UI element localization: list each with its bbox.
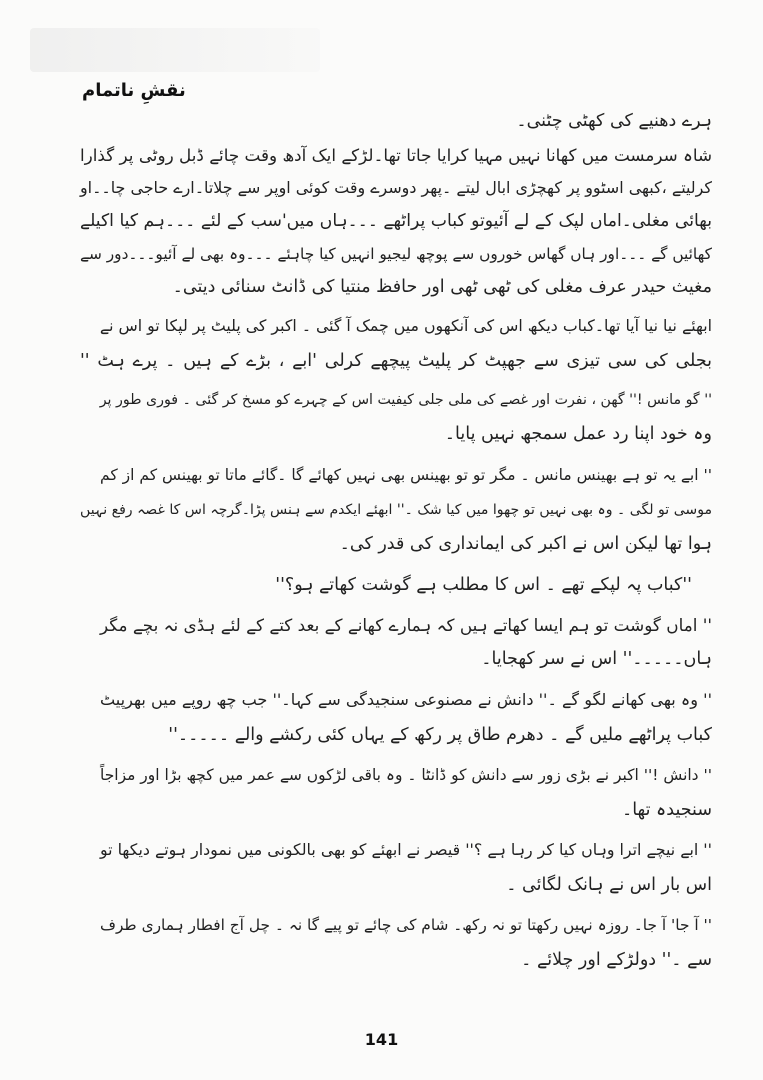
faded-ink-smudge [30, 28, 320, 72]
text-line: سے ۔'' دولڑکے اور چلائے ۔ [521, 950, 712, 970]
page-number: 141 [364, 1030, 399, 1049]
text-line: ہوا تھا لیکن اس نے اکبر کی ایمانداری کی قدر کی۔ [339, 534, 712, 554]
text-line: سنجیدہ تھا۔ [621, 800, 712, 820]
text-line: ہاں۔۔۔۔۔'' اس نے سر کھجایا۔ [481, 649, 712, 669]
text-line: ابھئے نیا نیا آیا تھا۔کباب دیکھ اس کی آنکھوں میں چمک آ گئی ۔ اکبر کی پلیٹ پر لپکا تو اس نے [99, 316, 712, 335]
text-line: '' اماں گوشت تو ہم ایسا کھاتے ہیں کہ ہمارے کھانے کے بعد کتے کے لئے ہڈی نہ بچے مگر [100, 615, 712, 635]
text-line: ہرے دھنیے کی کھٹی چٹنی۔ [516, 111, 712, 131]
text-line: '' ابے نیچے اترا وہاں کیا کر رہا ہے ؟'' قیصر نے ابھئے کو بھی بالکونی میں نمودار ہوتے دیکھا تو [100, 840, 712, 859]
text-line: ''کباب پہ لپکے تھے ۔ اس کا مطلب ہے گوشت کھاتے ہو؟'' [275, 575, 692, 595]
text-line: کرلیتے ،کبھی اسٹوو پر کھچڑی ابال لیتے ۔پھر دوسرے وقت کوئی اوپر سے چلاتا۔ارے حاجی چا۔۔او [79, 178, 712, 197]
text-line: اس بار اس نے ہانک لگائی ۔ [506, 875, 712, 895]
text-line: '' دانش !'' اکبر نے بڑی زور سے دانش کو ڈانٹا ۔ وہ باقی لڑکوں سے عمر میں کچھ بڑا اور مزاجاً [100, 766, 712, 784]
text-line: وہ خود اپنا رد عمل سمجھ نہیں پایا۔ [444, 424, 712, 444]
text-line: بھائی مغلی۔اماں لپک کے لے آئیوتو کباب پراٹھے ۔۔۔ہاں میں'سب کے لئے ۔۔۔ہم کیا اکیلے [80, 211, 712, 231]
text-line: '' ابے یہ تو ہے بھینس مانس ۔ مگر تو تو بھینس بھی نہیں کھائے گا ۔گائے ماتا تو بھینس کم از کم [100, 466, 712, 484]
text-line: بجلی کی سی تیزی سے جھپٹ کر پلیٹ پیچھے کرلی 'ابے ، بڑے کے ہیں ۔ پرے ہٹ '' [80, 351, 712, 371]
text-line: کھائیں گے ۔۔۔اور ہاں گھاس خوروں سے پوچھ لیجیو انہیں کیا چاہئے ۔۔۔وہ بھی لے آئیو۔۔۔دور سے [80, 245, 712, 263]
running-head: نقشِ ناتمام [82, 80, 186, 101]
text-line: شاہ سرمست میں کھانا نہیں مہیا کرایا جاتا تھا۔لڑکے ایک آدھ وقت چائے ڈبل روٹی پر گذارا [80, 145, 712, 165]
text-line: مغیث حیدر عرف مغلی کی ٹھی ٹھی اور حافظ منتیا کی ڈانٹ سنائی دیتی۔ [172, 277, 712, 297]
text-line: '' وہ بھی کھانے لگو گے ۔'' دانش نے مصنوعی سنجیدگی سے کہا۔'' جب چھ روپے میں بھرپیٹ [100, 690, 712, 709]
text-line: '' گو مانس !'' گھن ، نفرت اور غصے کی ملی جلی کیفیت اس کے چہرے کو مسخ کر گئی ۔ فوری طور پر [99, 392, 712, 408]
text-line: موسی تو لگی ۔ وہ بھی نہیں تو چھوا میں کیا شک ۔'' ابھئے ایکدم سے ہنس پڑا۔گرچہ اس کا غصہ رفع نہیں [80, 502, 712, 518]
text-line: کباب پراٹھے ملیں گے ۔ دھرم طاق پر رکھ کے یہاں کئی رکشے والے ۔۔۔۔۔'' [168, 725, 712, 745]
text-line: '' آ جا' آ جا۔ روزہ نہیں رکھتا تو نہ رکھ۔ شام کی چائے تو پیے گا نہ ۔ چل آج افطار ہماری طرف [100, 916, 712, 934]
